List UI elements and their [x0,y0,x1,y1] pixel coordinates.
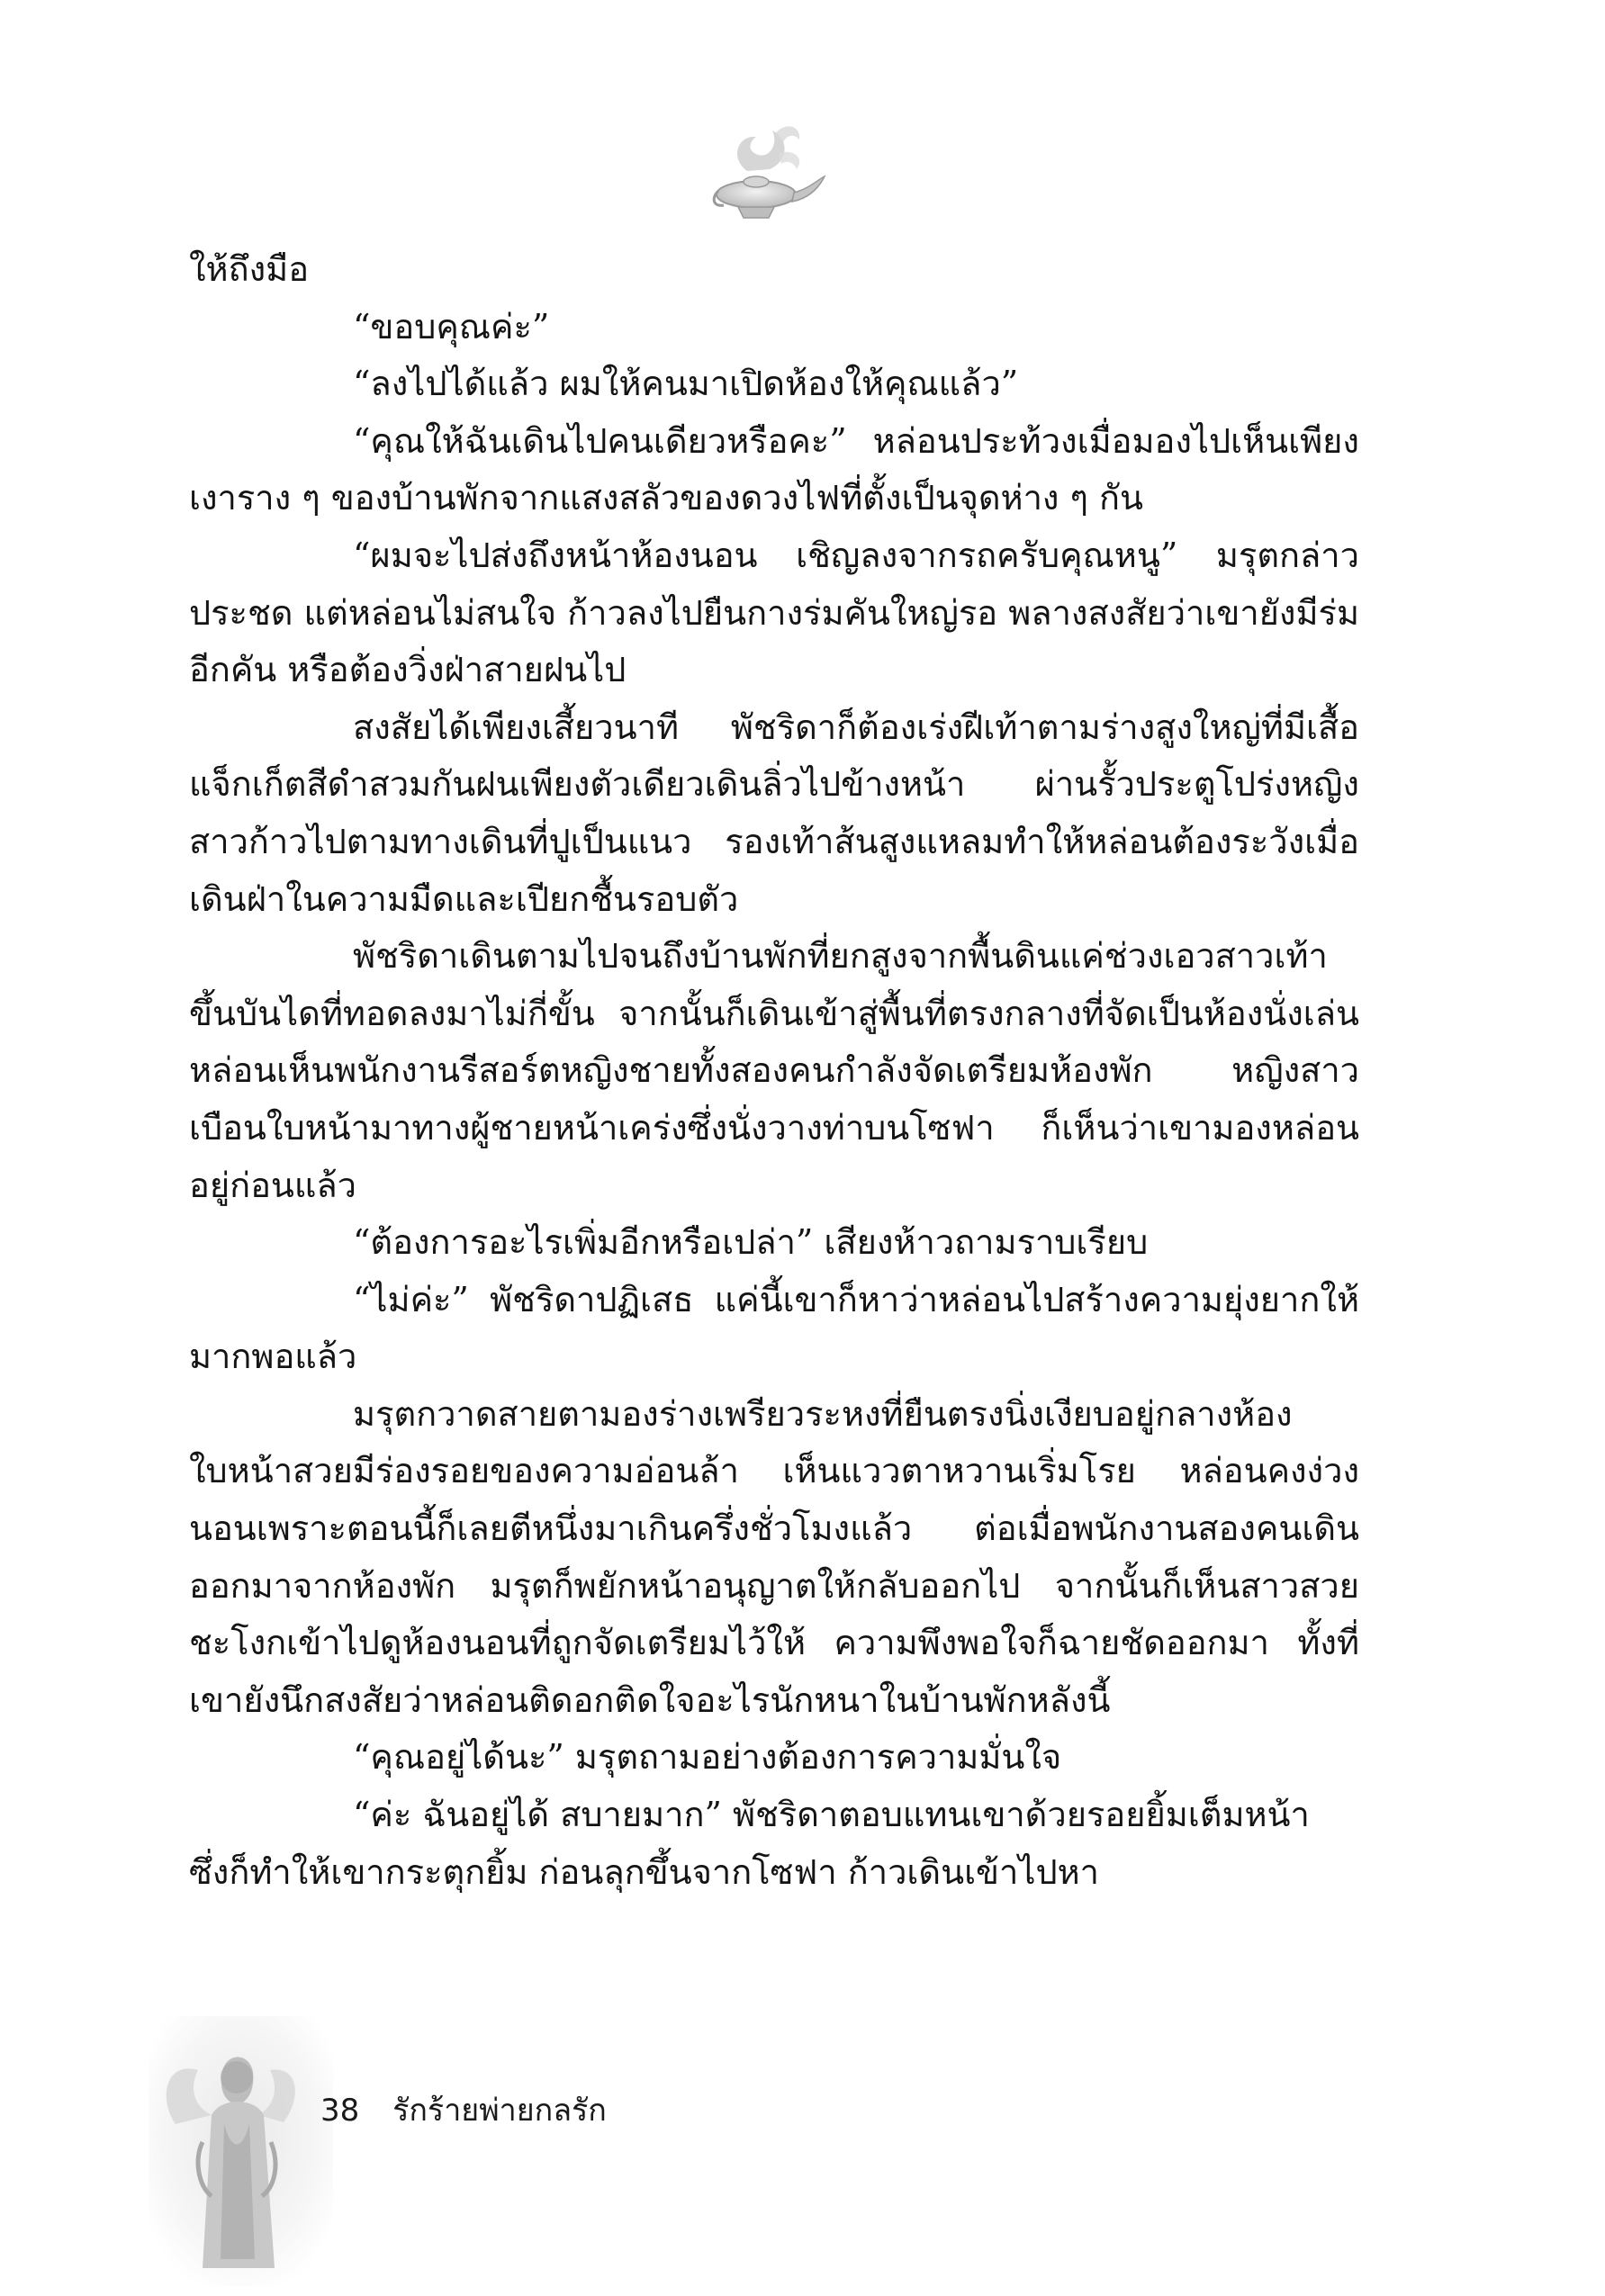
paragraph: “ค่ะ ฉันอยู่ได้ สบายมาก” พัชริดาตอบแทนเขาด้วยรอยยิ้มเต็มหน้า ซึ่งก็ทำให้เขากระตุกยิ้ม ก่อนลุกขึ้นจากโซฟา ก้าวเดินเข้าไปหา [189,1795,1310,1892]
paragraph: “คุณอยู่ได้นะ” มรุตถามอย่างต้องการความมั่นใจ [353,1737,1062,1778]
angel-figure-icon [149,2016,333,2286]
paragraph: มรุตกวาดสายตามองร่างเพรียวระหงที่ยืนตรงนิ่งเงียบอยู่กลางห้องใบหน้าสวยมีร่องรอยของความอ่อนล้า เห็นแววตาหวานเริ่มโรย หล่อนคงง่วงนอนเพราะตอนนี้ก็เลยตีหนึ่งมาเกินครึ่งชั่วโมงแล้ว ต่อเมื่อพนักงานสองคนเดินออกมาจากห้องพัก มรุตก็พยักหน้าอนุญาตให้กลับออกไป จากนั้นก็เห็นสาวสวยชะโงกเข้าไปดูห้องนอนที่ถูกจัดเตรียมไว้ให้ ความพึงพอใจก็ฉายชัดออกมา ทั้งที่เขายังนึกสงสัยว่าหล่อนติดอกติดใจอะไรนักหนาในบ้านพักหลังนี้ [189,1393,1359,1720]
paragraph: “ลงไปได้แล้ว ผมให้คนมาเปิดห้องให้คุณแล้ว” [353,364,1019,404]
paragraph: ให้ถึงมือ [189,249,310,289]
paragraph: พัชริดาเดินตามไปจนถึงบ้านพักที่ยกสูงจากพื้นดินแค่ช่วงเอวสาวเท้าขึ้นบันไดที่ทอดลงมาไม่กี่ขั้น จากนั้นก็เดินเข้าสู่พื้นที่ตรงกลางที่จัดเป็นห้องนั่งเล่น หล่อนเห็นพนักงานรีสอร์ตหญิงชายทั้งสองคนกำลังจัดเตรียมห้องพัก หญิงสาวเบือนใบหน้ามาทางผู้ชายหน้าเคร่งซึ่งนั่งวางท่าบนโซฟา ก็เห็นว่าเขามองหล่อนอยู่ก่อนแล้ว [189,936,1359,1205]
paragraph: “คุณให้ฉันเดินไปคนเดียวหรือคะ” หล่อนประท้วงเมื่อมองไปเห็นเพียงเงาราง ๆ ของบ้านพักจากแสงสลัวของดวงไฟที่ตั้งเป็นจุดห่าง ๆ กัน [189,420,1359,518]
paragraph: “ต้องการอะไรเพิ่มอีกหรือเปล่า” เสียงห้าวถามราบเรียบ [353,1222,1149,1263]
paragraph: “ขอบคุณค่ะ” [353,306,550,347]
genie-lamp-icon [693,108,828,234]
paragraph: สงสัยได้เพียงเสี้ยวนาที พัชริดาก็ต้องเร่งฝีเท้าตามร่างสูงใหญ่ที่มีเสื้อแจ็กเก็ตสีดำสวมกันฝนเพียงตัวเดียวเดินลิ่วไปข้างหน้า ผ่านรั้วประตูโปร่งหญิงสาวก้าวไปตามทางเดินที่ปูเป็นแนว รองเท้าส้นสูงแหลมทำให้หล่อนต้องระวังเมื่อเดินฝ่าในความมืดและเปียกชื้นรอบตัว [189,707,1359,919]
body-text [189,241,1359,1901]
book-title: รักร้ายพ่ายกลรัก [392,2093,607,2129]
paragraph: “ไม่ค่ะ” พัชริดาปฏิเสธ แค่นี้เขาก็หาว่าหล่อนไปสร้างความยุ่งยากให้มากพอแล้ว [189,1279,1359,1377]
page-number: 38 [320,2093,360,2129]
paragraph: “ผมจะไปส่งถึงหน้าห้องนอน เชิญลงจากรถครับคุณหนู” มรุตกล่าวประชด แต่หล่อนไม่สนใจ ก้าวลงไปยืนกางร่มคันใหญ่รอ พลางสงสัยว่าเขายังมีร่มอีกคัน หรือต้องวิ่งฝ่าสายฝนไป [189,535,1359,690]
page-footer [320,2085,607,2134]
